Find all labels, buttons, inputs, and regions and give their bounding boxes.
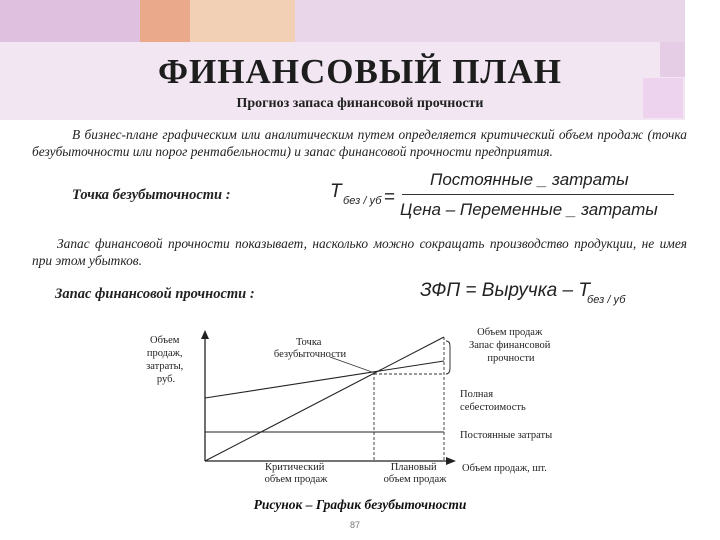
x-axis-arrow [446,457,456,465]
planned-volume-label: Плановый объем продаж [383,462,447,485]
figure-caption: Рисунок – График безубыточности [253,497,467,512]
x-axis-label: Объем продаж, шт. [462,463,547,474]
margin-formula-subscript: без / уб [587,294,626,306]
total-cost-line [205,361,444,398]
margin-label: Запас финансовой прочности : [55,286,255,302]
margin-paragraph: Запас финансовой прочности показывает, насколько можно сокращать производство продукции, не имея при этом убытков. [32,236,687,268]
formula-equals: = [384,187,396,208]
breakeven-label: Точка безубыточности : [72,187,231,203]
formula-denominator: Цена – Переменные _ затраты [400,200,658,219]
formula-lhs: T [330,181,342,202]
page-number: 87 [350,520,361,530]
sales-margin-label: Объем продаж Запас финансовой прочности [469,327,551,364]
y-axis-arrow [201,330,209,339]
fixed-costs-label: Постоянные затраты [460,430,553,441]
slide-subtitle: Прогноз запаса финансовой прочности [236,96,484,111]
intro-paragraph: В бизнес-плане графическим или аналитическим путем определяется критический объем продаж (точка безубыточности или порог рентабельности) и запас финансовой прочности предприятия. [32,127,687,159]
formula-numerator: Постоянные _ затраты [430,170,629,189]
margin-formula: ЗФП = Выручка – Т [420,280,590,301]
y-axis-label: Объем продаж, затраты, руб. [146,335,184,385]
critical-volume-label: Критический объем продаж [264,462,328,485]
breakeven-point-label: Точка безубыточности [273,337,347,360]
formula-lhs-subscript: без / уб [343,195,382,207]
total-cost-label: Полная себестоимость [460,389,526,413]
margin-bracket [446,341,450,374]
slide-title: ФИНАНСОВЫЙ ПЛАН [158,52,562,91]
